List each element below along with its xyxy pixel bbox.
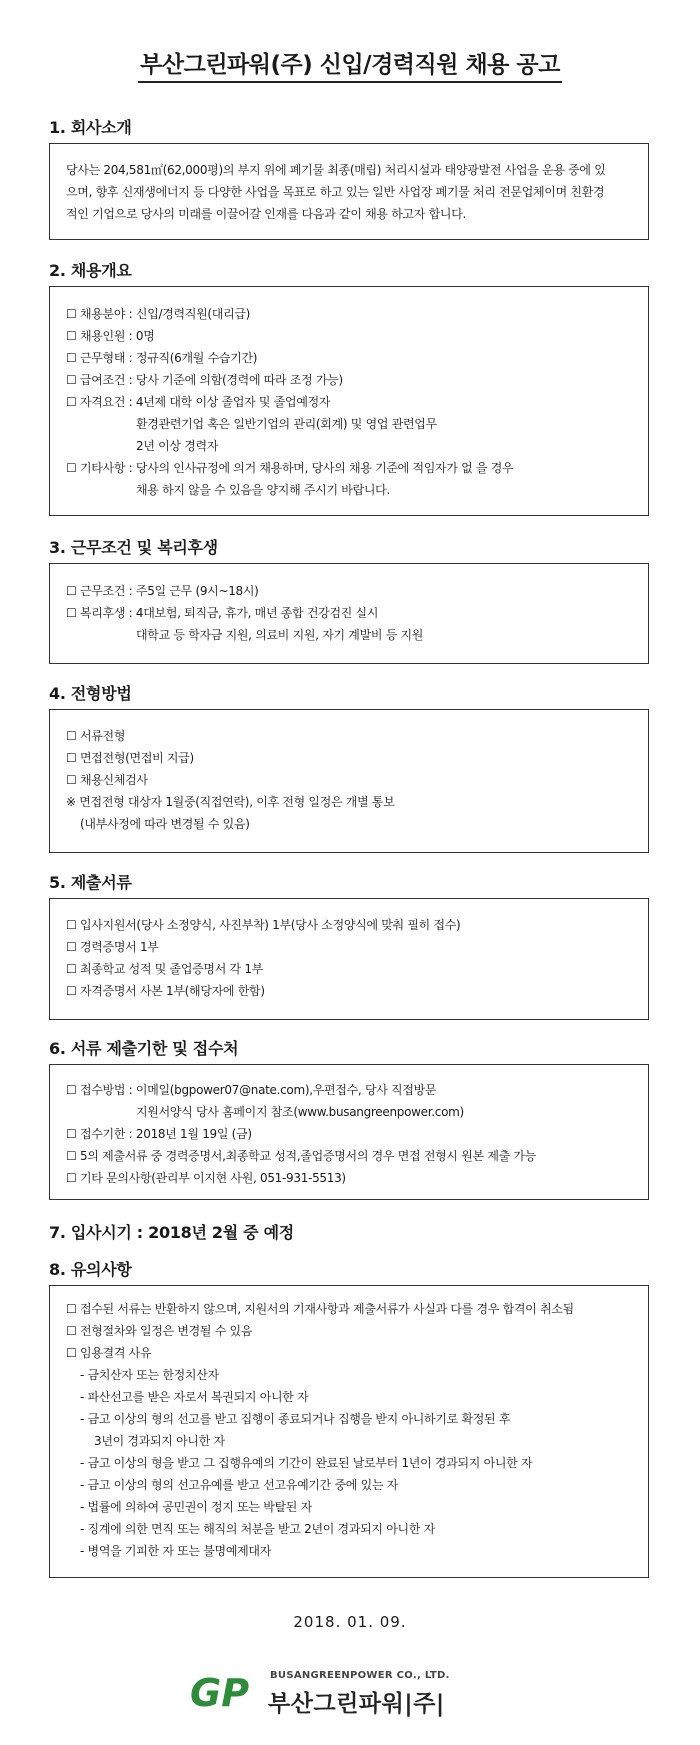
overview-list [66, 303, 513, 501]
section-heading-start-date: 7. 입사시기 : 2018년 2월 중 예정 [49, 1223, 294, 1242]
list-item: 채용 하지 않을 수 있음을 양지해 주시기 바랍니다. [136, 483, 390, 497]
list-item: ☐ 급여조건 : 당사 기준에 의함(경력에 따라 조정 가능) [66, 373, 343, 387]
section-heading-selection: 4. 전형방법 [49, 684, 132, 703]
svg-text:GP: GP [190, 1672, 250, 1712]
list-item: ☐ 전형절차와 일정은 변경될 수 있음 [66, 1324, 253, 1338]
list-item: - 금고 이상의 형을 받고 그 집행유예의 기간이 완료된 날로부터 1년이 경과되지 아니한 자 [80, 1456, 533, 1470]
list-item: 환경관련기업 혹은 일반기업의 관리(회계) 및 영업 관련업무 [136, 417, 437, 431]
page-title: 부산그린파워(주) 신입/경력직원 채용 공고 [0, 46, 700, 79]
notes-list [66, 1298, 574, 1562]
list-item: ☐ 면접전형(면접비 지급) [66, 751, 194, 765]
list-item: - 파산선고를 받은 자로서 복권되지 아니한 자 [80, 1390, 309, 1404]
gp-logo-icon [188, 1672, 262, 1712]
list-item: ☐ 입사지원서(당사 소정양식, 사진부착) 1부(당사 소정양식에 맞춰 필히 접수) [66, 918, 461, 932]
list-item: ☐ 자격증명서 사본 1부(해당자에 한함) [66, 984, 265, 998]
list-item: 대학교 등 학자금 지원, 의료비 지원, 자기 계발비 등 지원 [136, 628, 424, 642]
conditions-list [66, 580, 423, 646]
list-item: ☐ 복리후생 : 4대보험, 퇴직금, 휴가, 매년 종합 건강검진 실시 [66, 606, 379, 620]
list-item: - 징계에 의한 면직 또는 해직의 처분을 받고 2년이 경과되지 아니한 자 [80, 1522, 435, 1536]
list-item: ☐ 채용분야 : 신입/경력직원(대리급) [66, 307, 251, 321]
list-item: - 병역을 기피한 자 또는 불명예제대자 [80, 1544, 271, 1558]
list-item: ☐ 근무조건 : 주5일 근무 (9시~18시) [66, 584, 259, 598]
list-item: ☐ 기타사항 : 당사의 인사규정에 의거 채용하며, 당사의 채용 기준에 적임자가 없 을 경우 [66, 461, 514, 475]
section-heading-deadline: 6. 서류 제출기한 및 접수처 [49, 1039, 239, 1058]
selection-list [66, 725, 395, 835]
list-item: ☐ 임용결격 사유 [66, 1346, 152, 1360]
section-heading-overview: 2. 채용개요 [49, 261, 132, 280]
section-heading-company: 1. 회사소개 [49, 118, 132, 137]
list-item: 지원서양식 당사 홈페이지 참조(www.busangreenpower.com) [136, 1105, 464, 1119]
list-item: ☐ 채용신체검사 [66, 773, 148, 787]
announcement-date: 2018. 01. 09. [293, 1613, 407, 1631]
list-item: ☐ 근무형태 : 정규직(6개월 수습기간) [66, 351, 258, 365]
list-item: (내부사정에 따라 변경될 수 있음) [80, 817, 250, 831]
list-item: ☐ 기타 문의사항(관리부 이지현 사원, 051-931-5513) [66, 1171, 346, 1185]
list-item: - 법률에 의하여 공민권이 정지 또는 박탈된 자 [80, 1500, 312, 1514]
list-item: ※ 면접전형 대상자 1월중(직접연락), 이후 전형 일정은 개별 통보 [66, 795, 395, 809]
logo-english-name: BUSANGREENPOWER CO., LTD. [270, 1670, 450, 1681]
section-heading-conditions: 3. 근무조건 및 복리후생 [49, 538, 218, 557]
list-item: ☐ 5의 제출서류 중 경력증명서,최종학교 성적,졸업증명서의 경우 면접 전형시 원본 제출 가능 [66, 1149, 536, 1163]
section-heading-documents: 5. 제출서류 [49, 873, 132, 892]
list-item: ☐ 경력증명서 1부 [66, 940, 159, 954]
company-logo [188, 1668, 518, 1718]
logo-korean-name: 부산그린파워|주| [268, 1691, 445, 1717]
list-item: ☐ 접수된 서류는 반환하지 않으며, 지원서의 기재사항과 제출서류가 사실과 다를 경우 합격이 취소됨 [66, 1302, 574, 1316]
list-item: ☐ 자격요건 : 4년제 대학 이상 졸업자 및 졸업예정자 [66, 395, 331, 409]
list-item: ☐ 접수기한 : 2018년 1월 19일 (금) [66, 1127, 252, 1141]
list-item: ☐ 서류전형 [66, 729, 126, 743]
list-item: - 금고 이상의 형의 선고유예를 받고 선고유예기간 중에 있는 자 [80, 1478, 398, 1492]
documents-list [66, 914, 460, 1002]
company-intro-text: 당사는 204,581㎡(62,000평)의 부지 위에 폐기물 최종(매립) 처리시설과 태양광발전 사업을 운용 중에 있 으며, 향후 신재생에너지 등 다양한 사업을 목표로 하고 있는 일반 사업장 폐기물 처리 전문업체이며 친환경 적인 기업으로 당사의 미래를 이끌어갈 인재를 다음과 같이 채용 하고자 합니다. [66, 163, 606, 221]
list-item: 2년 이상 경력자 [136, 439, 219, 453]
list-item: - 금고 이상의 형의 선고를 받고 집행이 종료되거나 집행을 받지 아니하기로 확정된 후 [80, 1412, 511, 1426]
section-heading-notes: 8. 유의사항 [49, 1260, 132, 1279]
list-item: ☐ 채용인원 : 0명 [66, 329, 155, 343]
list-item: ☐ 접수방법 : 이메일(bgpower07@nate.com),우편접수, 당사 직접방문 [66, 1083, 437, 1097]
list-item: - 금치산자 또는 한정치산자 [80, 1368, 219, 1382]
list-item: 3년이 경과되지 아니한 자 [94, 1434, 225, 1448]
list-item: ☐ 최종학교 성적 및 졸업증명서 각 1부 [66, 962, 263, 976]
deadline-list [66, 1079, 536, 1189]
